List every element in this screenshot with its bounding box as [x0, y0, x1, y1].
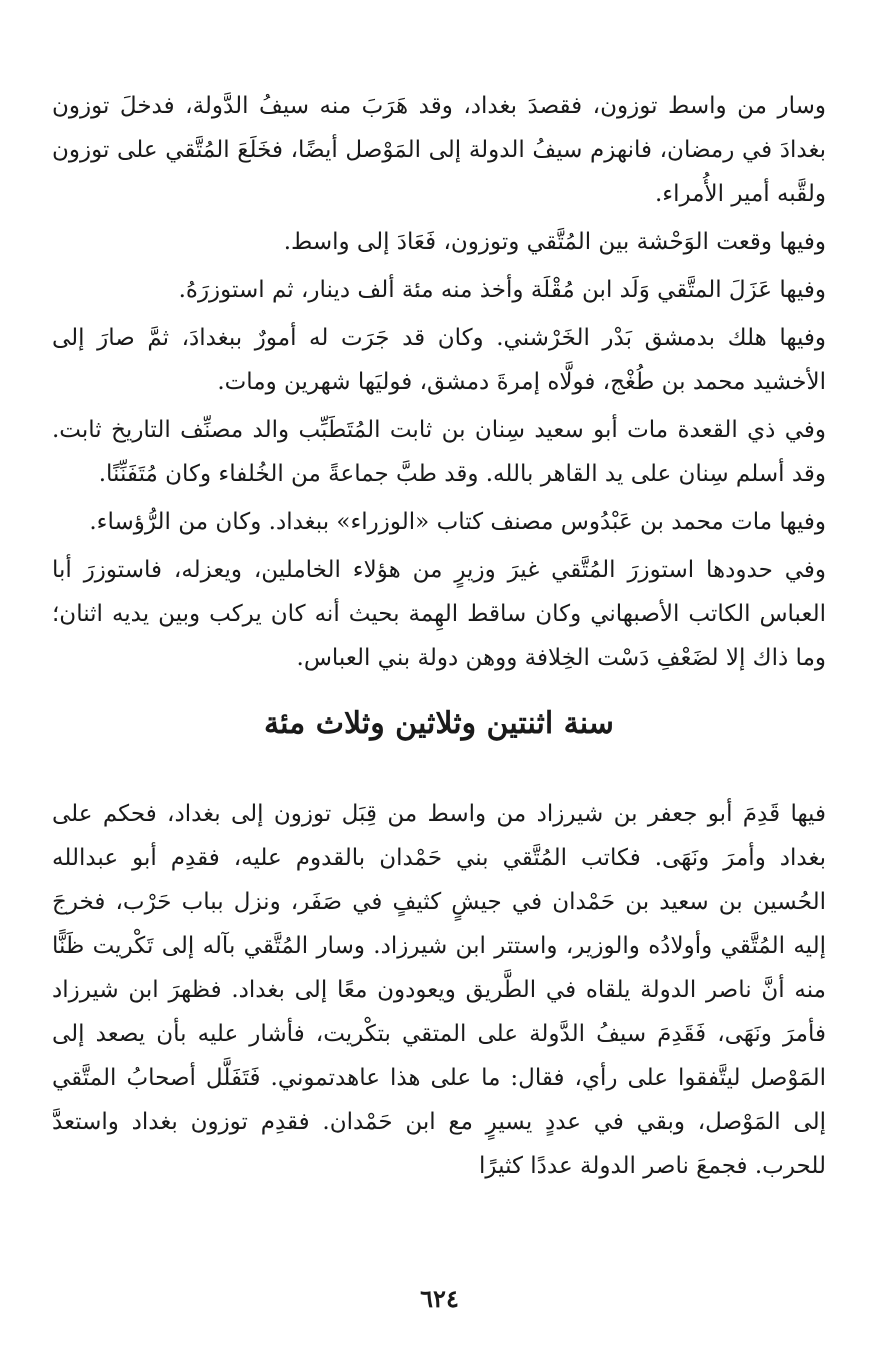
- paragraph: وفيها مات محمد بن عَبْدُوس مصنف كتاب «الوزراء» ببغداد. وكان من الرُّؤساء.: [89, 509, 826, 535]
- paragraph: وفيها وقعت الوَحْشة بين المُتَّقي وتوزون، فَعَادَ إلى واسط.: [283, 229, 826, 255]
- section-heading: سنة اثنتين وثلاثين وثلاث مئة: [264, 706, 614, 741]
- paragraph: وفي حدودها استوزرَ المُتَّقي غيرَ وزيرٍ من هؤلاء الخاملين، ويعزله، فاستوزرَ أبا العباس الكاتب الأصبهاني وكان ساقط الهِمة بحيث أنه كان يركب وبين يديه اثنان؛ وما ذاك إلا لضَعْفِ دَسْت الخِلافة ووهن دولة بني العباس.: [52, 557, 826, 671]
- paragraph: وفيها هلك بدمشق بَدْر الخَرْشني. وكان قد جَرَت له أمورٌ ببغدادَ، ثمَّ صارَ إلى الأخشيد محمد بن طُغْج، فولَّاه إمرةَ دمشق، فوليَها شهرين ومات.: [52, 325, 826, 395]
- paragraph: وفيها عَزَلَ المتَّقي وَلَد ابن مُقْلَة وأخذ منه مئة ألف دينار، ثم استوزرَهُ.: [178, 277, 826, 303]
- page-number: ٦٢٤: [420, 1284, 459, 1313]
- paragraph: وسار من واسط توزون، فقصدَ بغداد، وقد هَرَبَ منه سيفُ الدَّولة، فدخلَ توزون بغدادَ في رمضان، فانهزم سيفُ الدولة إلى المَوْصل أيضًا، فخَلَعَ المُتَّقي على توزون ولقَّبه أمير الأُمراء.: [52, 93, 826, 207]
- page-body: [52, 84, 826, 1192]
- paragraph: وفي ذي القعدة مات أبو سعيد سِنان بن ثابت المُتَطَبِّب والد مصنِّف التاريخ ثابت. وقد أسلم سِنان على يد القاهر بالله. وقد طبَّ جماعةً من الخُلفاء وكان مُتَفَنِّنًا.: [52, 417, 826, 487]
- paragraph: فيها قَدِمَ أبو جعفر بن شيرزاد من واسط من قِبَل توزون إلى بغداد، فحكم على بغداد وأمرَ ونَهَى. فكاتب المُتَّقي بني حَمْدان بالقدوم عليه، فقدِم أبو عبدالله الحُسين بن سعيد بن حَمْدان في جيشٍ كثيفٍ في صَفَر، ونزل بباب حَرْب، فخرجَ إليه المُتَّقي وأولادُه والوزير، واستتر ابن شيرزاد. وسار المُتَّقي بآله إلى تَكْريت ظَنًّا منه أنَّ ناصر الدولة يلقاه في الطَّريق ويعودون معًا إلى بغداد. فظهرَ ابن شيرزاد فأمرَ ونَهَى، فَقَدِمَ سيفُ الدَّولة على المتقي بتكْريت، فأشار عليه بأن يصعد إلى المَوْصل ليتَّفقوا على رأي، فقال: ما على هذا عاهدتموني. فَتَفَلَّل أصحابُ المتَّقي إلى المَوْصل، وبقي في عددٍ يسيرٍ مع ابن حَمْدان. فقدِم توزون بغداد واستعدَّ للحرب. فجمعَ ناصر الدولة عددًا كثيرًا: [52, 801, 826, 1179]
